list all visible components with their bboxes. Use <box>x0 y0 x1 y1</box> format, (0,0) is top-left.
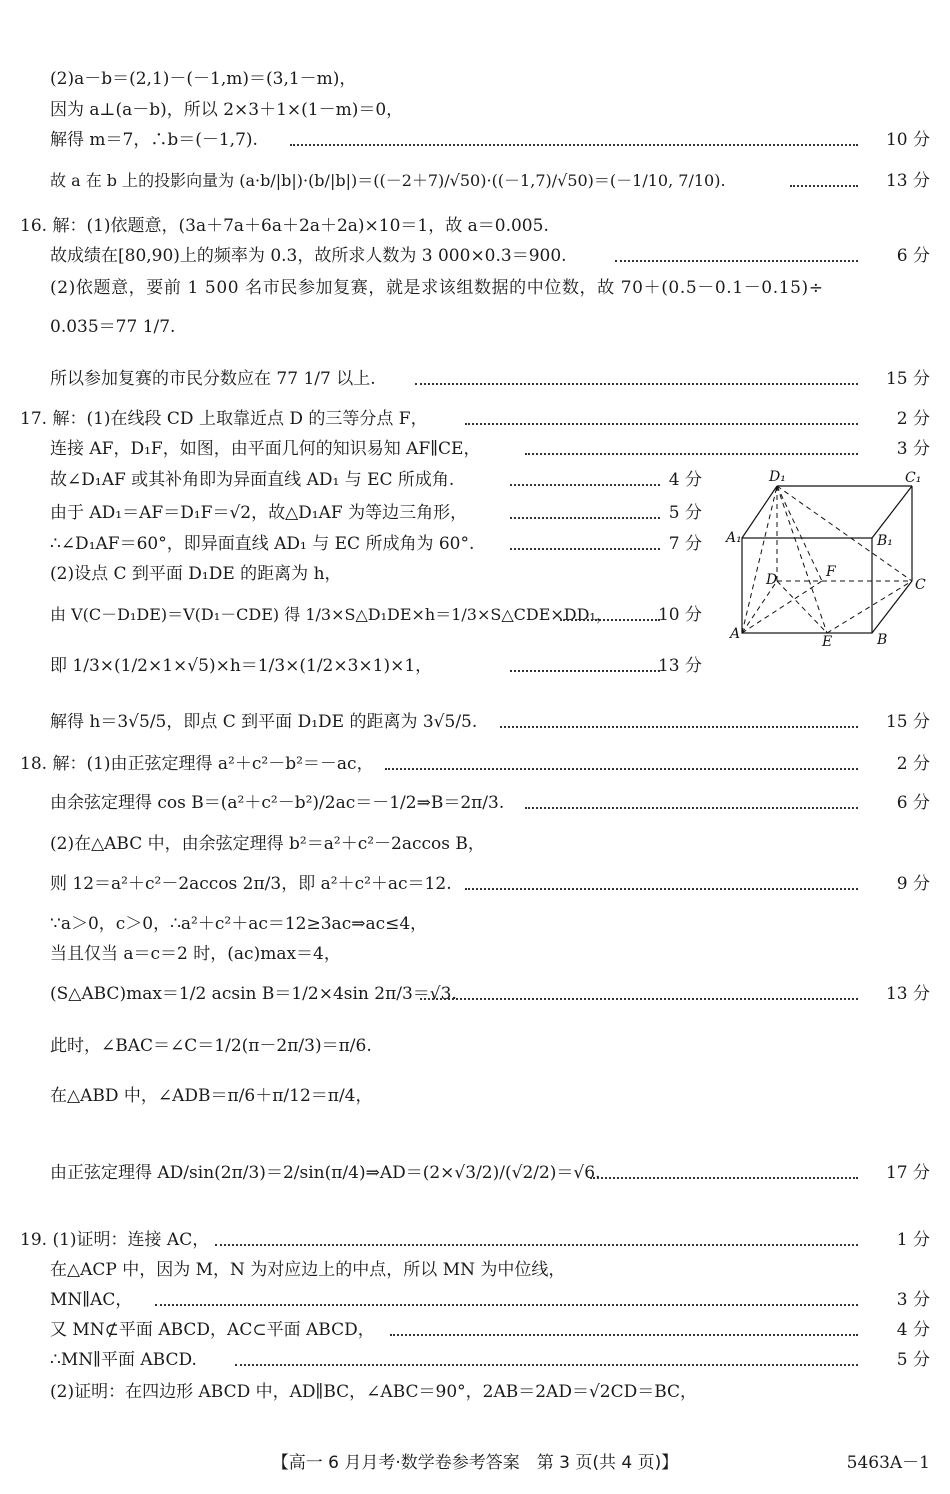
line-17-8: 即 1/3×(1/2×1×√5)×h＝1/3×(1/2×3×1)×1， <box>50 656 433 676</box>
line-19-4: 又 MN⊄平面 ABCD，AC⊂平面 ABCD， <box>50 1320 375 1340</box>
score: 6 分 <box>896 246 930 266</box>
label-c1: C₁ <box>905 470 922 486</box>
line-19-5: ∴MN∥平面 ABCD. <box>50 1350 197 1370</box>
line-19-1: 19. (1)证明：连接 AC， <box>20 1230 210 1250</box>
leader-dots <box>465 423 858 425</box>
label-a1: A₁ <box>726 530 742 546</box>
score: 3 分 <box>896 1290 930 1310</box>
line-15-2a: (2)a－b＝(2,1)－(－1,m)＝(3,1－m)， <box>50 69 357 89</box>
score: 3 分 <box>896 439 930 459</box>
score: 4 分 <box>668 470 702 490</box>
leader-dots <box>590 1177 858 1179</box>
line-17-2: 连接 AF，D₁F，如图，由平面几何的知识易知 AF∥CE， <box>50 439 481 459</box>
score: 2 分 <box>896 754 930 774</box>
score: 5 分 <box>668 503 702 523</box>
leader-dots <box>155 1304 858 1306</box>
label-e: E <box>822 634 833 648</box>
score: 17 分 <box>885 1163 930 1183</box>
line-18-5: ∵a＞0，c＞0，∴a²＋c²＋ac＝12≥3ac⇒ac≤4， <box>50 914 428 934</box>
line-19-3: MN∥AC， <box>50 1290 133 1310</box>
line-18-8: 此时，∠BAC＝∠C＝1/2(π－2π/3)＝π/6. <box>50 1036 372 1056</box>
leader-dots <box>510 517 660 519</box>
score: 13 分 <box>657 656 702 676</box>
leader-dots <box>290 144 858 146</box>
label-d1: D₁ <box>769 469 786 485</box>
line-18-2: 由余弦定理得 cos B＝(a²＋c²－b²)/2ac＝－1/2⇒B＝2π/3. <box>50 793 505 813</box>
line-18-7: (S△ABC)max＝1/2 acsin B＝1/2×4sin 2π/3＝√3. <box>50 984 457 1004</box>
score: 15 分 <box>885 712 930 732</box>
score: 13 分 <box>885 984 930 1004</box>
score: 2 分 <box>896 409 930 429</box>
leader-dots <box>415 383 858 385</box>
leader-dots <box>510 548 660 550</box>
score: 10 分 <box>885 130 930 150</box>
line-17-5: ∴∠D₁AF＝60°，即异面直线 AD₁ 与 EC 所成角为 60°. <box>50 534 475 554</box>
score: 10 分 <box>657 605 702 625</box>
line-18-6: 当且仅当 a＝c＝2 时，(ac)max＝4， <box>50 944 341 964</box>
label-d: D <box>766 572 778 588</box>
leader-dots <box>510 484 660 486</box>
line-17-7: 由 V(C－D₁DE)＝V(D₁－CDE) 得 1/3×S△D₁DE×h＝1/3×S△CDE×DD₁， <box>50 605 612 624</box>
leader-dots <box>500 726 858 728</box>
line-17-4: 由于 AD₁＝AF＝D₁F＝√2，故△D₁AF 为等边三角形， <box>50 503 468 523</box>
line-17-6: (2)设点 C 到平面 D₁DE 的距离为 h， <box>50 564 342 584</box>
label-a: A <box>730 626 741 642</box>
label-f: F <box>826 564 836 580</box>
leader-dots <box>465 888 858 890</box>
cube-figure <box>722 468 927 648</box>
line-15-2d: 故 a 在 b 上的投影向量为 (a·b/|b|)·(b/|b|)＝((－2＋7)/√50)·((－1,7)/√50)＝(－1/10, 7/10). <box>50 171 726 190</box>
score: 9 分 <box>896 874 930 894</box>
leader-dots <box>390 1334 858 1336</box>
leader-dots <box>420 998 858 1000</box>
score: 13 分 <box>885 171 930 191</box>
score: 6 分 <box>896 793 930 813</box>
line-17-9: 解得 h＝3√5/5，即点 C 到平面 D₁DE 的距离为 3√5/5. <box>50 712 478 732</box>
leader-dots <box>790 185 858 187</box>
document-code: 5463A－1 <box>846 1453 930 1473</box>
line-15-2b: 因为 a⊥(a－b)，所以 2×3＋1×(1－m)＝0， <box>50 100 404 120</box>
score: 1 分 <box>896 1230 930 1250</box>
leader-dots <box>525 453 858 455</box>
label-b1: B₁ <box>877 533 893 549</box>
line-18-1: 18. 解：(1)由正弦定理得 a²＋c²－b²＝－ac， <box>20 754 374 774</box>
line-16-4: 0.035＝77 1/7. <box>50 317 176 337</box>
leader-dots <box>385 768 858 770</box>
line-18-3: (2)在△ABC 中，由余弦定理得 b²＝a²＋c²－2accos B， <box>50 834 485 854</box>
line-19-2: 在△ACP 中，因为 M，N 为对应边上的中点，所以 MN 为中位线， <box>50 1260 566 1280</box>
line-17-1: 17. 解：(1)在线段 CD 上取靠近点 D 的三等分点 F， <box>20 409 428 429</box>
line-16-5: 所以参加复赛的市民分数应在 77 1/7 以上. <box>50 369 376 389</box>
leader-dots <box>615 260 858 262</box>
label-b: B <box>877 632 888 648</box>
line-16-2: 故成绩在[80,90)上的频率为 0.3，故所求人数为 3 000×0.3＝900. <box>50 246 567 266</box>
score: 4 分 <box>896 1320 930 1340</box>
label-c: C <box>915 577 926 593</box>
line-18-10: 由正弦定理得 AD/sin(2π/3)＝2/sin(π/4)⇒AD＝(2×√3/2)/(√2/2)＝√6. <box>50 1163 601 1183</box>
leader-dots <box>510 670 660 672</box>
line-16-1: 16. 解：(1)依题意，(3a＋7a＋6a＋2a＋2a)×10＝1，故 a＝0.005. <box>20 216 549 236</box>
line-17-3: 故∠D₁AF 或其补角即为异面直线 AD₁ 与 EC 所成角. <box>50 470 455 490</box>
score: 7 分 <box>668 534 702 554</box>
page-footer: 【高一 6 月月考·数学卷参考答案 第 3 页(共 4 页)】 <box>271 1453 679 1473</box>
line-18-4: 则 12＝a²＋c²－2accos 2π/3，即 a²＋c²＋ac＝12. <box>50 874 452 894</box>
line-18-9: 在△ABD 中，∠ADB＝π/6＋π/12＝π/4， <box>50 1086 373 1106</box>
leader-dots <box>525 807 858 809</box>
line-16-3: (2)依题意，要前 1 500 名市民参加复赛，就是求该组数据的中位数，故 70＋(0.5－0.1－0.15)÷ <box>50 278 824 298</box>
score: 5 分 <box>896 1350 930 1370</box>
line-19-6: (2)证明：在四边形 ABCD 中，AD∥BC，∠ABC＝90°，2AB＝2AD＝√2CD＝BC， <box>50 1382 698 1402</box>
leader-dots <box>560 619 660 621</box>
line-15-2c: 解得 m＝7，∴b＝(－1,7). <box>50 130 258 150</box>
score: 15 分 <box>885 369 930 389</box>
leader-dots <box>235 1364 858 1366</box>
leader-dots <box>215 1244 858 1246</box>
